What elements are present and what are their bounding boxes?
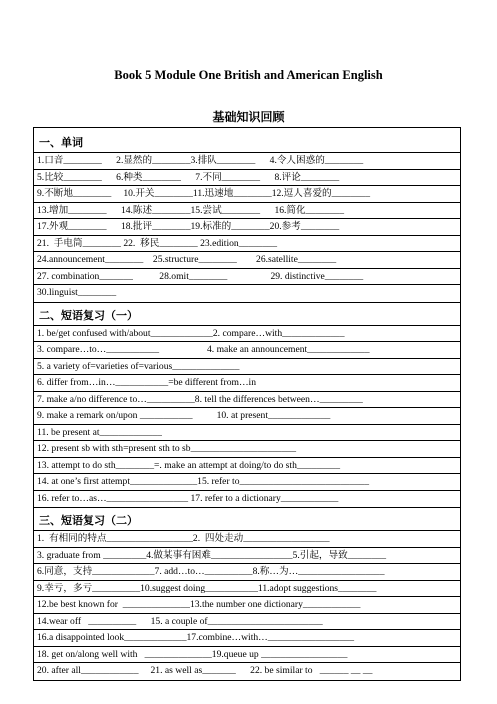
section-vocabulary: [34, 128, 460, 303]
page-subtitle: 基础知识回顾: [212, 110, 285, 124]
table-row: 14. at one’s first attempt______________15. refer to___________________________: [34, 474, 460, 491]
section-heading: 一、单词: [34, 128, 460, 153]
table-row: 12. present sb with sth=present sth to sb______________________: [34, 441, 460, 458]
table-row: 9.幸亏，多亏__________10.suggest doing___________11.adopt suggestions________: [34, 581, 460, 598]
table-row: 13.增加________ 14.陈述________15.尝试________ 16.简化________: [34, 203, 460, 220]
section-phrases-two: [34, 508, 460, 680]
section-phrases-one: [34, 303, 460, 509]
table-row: 6. differ from…in…___________=be different from…in: [34, 375, 460, 392]
table-row: 11. be present at_____________: [34, 425, 460, 442]
table-row: 9.不断地________ 10.开关________11.迅速地________12.逗人喜爱的________: [34, 186, 460, 203]
table-row: 16.a disappointed look_____________17.combine…with…__________________: [34, 630, 460, 647]
table-row: 5. a variety of=varieties of=various______________: [34, 359, 460, 376]
table-row: 14.wear off __________ 15. a couple of________________________: [34, 614, 460, 631]
table-row: 1. be/get confused with/about_____________2. compare…with_____________: [34, 326, 460, 343]
table-row: 9. make a remark on/upon ___________ 10. at present_____________: [34, 408, 460, 425]
table-row: 27. combination_______ 28.omit________ 29. distinctive________: [34, 269, 460, 286]
table-row: 3. graduate from _________4.做某事有困难_________________5.引起，导致________: [34, 548, 460, 565]
table-row: 30.linguist________: [37, 287, 117, 298]
table-row: 1. 有相同的特点__________________2. 四处走动__________________: [34, 531, 460, 548]
table-row: 16. refer to…as…_________________ 17. refer to a dictionary____________: [37, 492, 339, 504]
table-row: 18. get on/along well with ______________19.queue up __________________: [34, 647, 460, 664]
table-row: 6.同意，支持_____________7. add…to…__________8.称…为…__________________: [34, 564, 460, 581]
section-heading: 二、短语复习（一）: [34, 303, 460, 326]
table-row: 7. make a/no difference to…__________8. tell the differences between…_________: [34, 392, 460, 409]
table-row: 13. attempt to do sth________=. make an attempt at doing/to do sth_________: [34, 458, 460, 475]
table-row: 1.口音________ 2.显然的________3.排队________ 4.令人困惑的________: [34, 153, 460, 170]
page-title: Book 5 Module One British and American English: [114, 68, 383, 82]
section-heading: 三、短语复习（二）: [34, 508, 460, 531]
table-row: 20. after all____________ 21. as well as_______ 22. be similar to ______ __ __: [37, 665, 373, 676]
table-row: 3. compare…to…___________ 4. make an announcement_____________: [34, 342, 460, 359]
table-row: 24.announcement________ 25.structure________ 26.satellite________: [34, 252, 460, 269]
table-row: 21. 手电筒________ 22. 移民________ 23.edition________: [34, 236, 460, 253]
table-row: 17.外观________ 18.批评________19.标准的________20.参考________: [34, 219, 460, 236]
table-row: 5.比较________ 6.种类________ 7.不同________ 8.评论________: [34, 170, 460, 187]
table-row: 12.be best known for ______________13.the number one dictionary____________: [34, 597, 460, 614]
review-table: [33, 127, 461, 681]
